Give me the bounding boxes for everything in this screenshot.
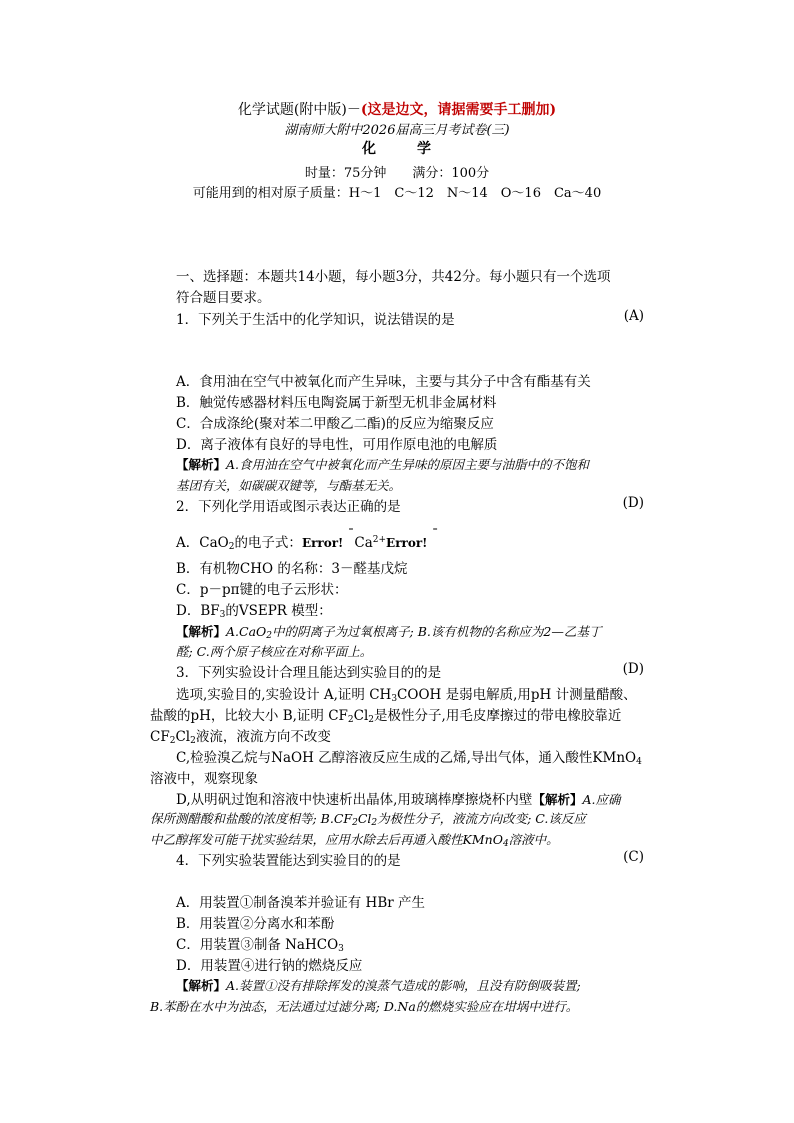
exam-score: 满分：100分: [412, 166, 490, 181]
title-note: (这是边文，请据需要手工删加): [360, 102, 557, 118]
exam-subtitle: 湖南师大附中2026届高三月考试卷(三): [284, 123, 510, 138]
q2-analysis-line1: 【解析】A.CaO$_2$中的阴离子为过氧根离子; B.该有机物的名称应为2—乙基丁: [176, 624, 602, 641]
question-3-answer: (D): [622, 661, 644, 677]
q4-option-c: C．用装置③制备 NaHCO$_3$: [176, 937, 344, 954]
q4-analysis-line1: 【解析】A.装置①没有排除挥发的溴蒸气造成的影响，且没有防倒吸装置;: [176, 978, 581, 993]
section-intro-line2: 符合题目要求。: [176, 290, 271, 306]
q3-line5: 溶液中，观察现象: [150, 771, 258, 787]
section-intro-line1: 一、选择题：本题共14小题，每小题3分，共42分。每小题只有一个选项: [176, 269, 611, 285]
title-main: 化学试题(附中版)－: [237, 102, 361, 118]
q1-option-c: C．合成涤纶(聚对苯二甲酸乙二酯)的反应为缩聚反应: [176, 416, 494, 432]
exam-meta: [0, 162, 794, 181]
atomic-masses: 可能用到的相对原子质量：H～1 C～12 N～14 O～16 Ca～40: [192, 186, 602, 201]
q2-option-a: A．CaO$_2$的电子式：Error! $¯Ca^{2+}Error$! ¯: [176, 527, 439, 552]
q1-option-b: B．触觉传感器材料压电陶瓷属于新型无机非金属材料: [176, 395, 497, 411]
question-1-answer: (A): [623, 308, 644, 324]
q2-analysis-line2: 醛; C.两个原子核应在对称平面上。: [176, 644, 373, 659]
q3-line1: 选项,实验目的,实验设计 A,证明 $CH_3COOH$ 是弱电解质,用pH 计测量醋酸、: [176, 687, 637, 704]
q4-analysis-line2: B.苯酚在水中为浊态，无法通过过滤分离; D.Na的燃烧实验应在坩埚中进行。: [150, 999, 579, 1014]
q4-option-a: A．用装置①制备溴苯并验证有 HBr 产生: [176, 895, 425, 911]
q3-line7: 保所测醋酸和盐酸的浓度相等; $B.CF_2Cl_2$为极性分子，液流方向改变; C.该反应: [150, 811, 586, 828]
q3-line8: 中乙醇挥发可能干扰实验结果，应用水除去后再通入酸性KMnO$_4$溶液中。: [150, 832, 559, 849]
q3-line2: 盐酸的pH，比较大小 B,证明 $CF_2Cl_2$是极性分子,用毛皮摩擦过的带电橡胶靠近: [150, 708, 622, 725]
exam-time: 时量：75分钟: [304, 166, 387, 181]
question-2-answer: (D): [622, 495, 644, 511]
question-2-stem: 2．下列化学用语或图示表达正确的是 (D): [176, 495, 644, 515]
question-4-answer: (C): [623, 849, 644, 865]
question-4-stem: 4．下列实验装置能达到实验目的的是 (C): [176, 849, 644, 869]
q1-analysis-line1: 【解析】A.食用油在空气中被氧化而产生异味的原因主要与油脂中的不饱和: [176, 457, 590, 472]
q2-option-d: D．$BF_3$的VSEPR 模型：: [176, 603, 332, 620]
q3-line4: C,检验溴乙烷与NaOH 乙醇溶液反应生成的乙烯,导出气体，通入酸性KMnO$_4$: [176, 750, 642, 767]
q2-option-b: B．有机物CHO 的名称：3－醛基戊烷: [176, 561, 408, 577]
q3-line3: $CF_2Cl_2$液流，液流方向不改变: [150, 729, 331, 746]
q2-option-c: C．p－pπ键的电子云形状：: [176, 582, 348, 598]
q1-option-a: A．食用油在空气中被氧化而产生异味，主要与其分子中含有酯基有关: [176, 374, 591, 390]
q4-option-d: D．用装置④进行钠的燃烧反应: [176, 958, 363, 974]
question-1-stem: 1．下列关于生活中的化学知识，说法错误的是 (A): [176, 308, 644, 328]
q4-option-b: B．用装置②分离水和苯酚: [176, 916, 335, 932]
question-3-stem: 3．下列实验设计合理且能达到实验目的的是 (D): [176, 661, 644, 681]
subject-heading: 化 学: [362, 141, 432, 157]
q1-option-d: D．离子液体有良好的导电性，可用作原电池的电解质: [176, 437, 498, 453]
q3-line6: D,从明矾过饱和溶液中快速析出晶体,用玻璃棒摩擦烧杯内壁【解析】A.应确: [176, 792, 621, 808]
q1-analysis-line2: 基团有关，如碳碳双键等，与酯基无关。: [176, 478, 402, 493]
exam-title: [0, 99, 794, 119]
